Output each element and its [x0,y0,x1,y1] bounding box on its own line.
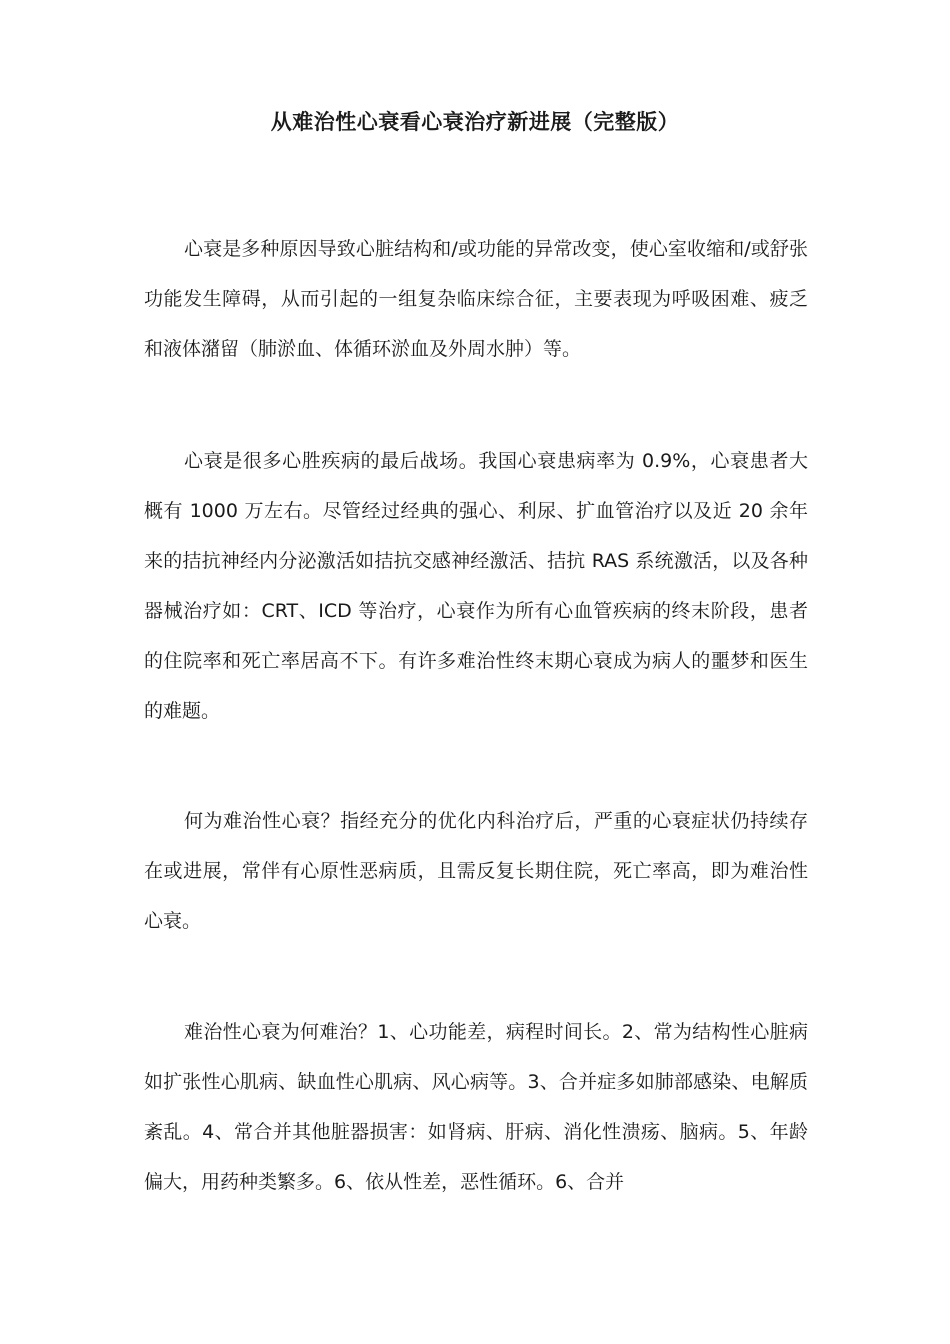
paragraph-refractory-definition: 何为难治性心衰？指经充分的优化内科治疗后，严重的心衰症状仍持续存在或进展，常伴有心原性恶病质，且需反复长期住院，死亡率高，即为难治性心衰。 [144,810,808,932]
document-title: 从难治性心衰看心衰治疗新进展（完整版） [270,110,680,134]
paragraph-definition: 心衰是多种原因导致心脏结构和/或功能的异常改变，使心室收缩和/或舒张功能发生障碍，从而引起的一组复杂临床综合征，主要表现为呼吸困难、疲乏和液体潴留（肺淤血、体循环淤血及外周水肿）等。 [144,238,808,360]
paragraph-refractory-causes: 难治性心衰为何难治？1、心功能差，病程时间长。2、常为结构性心脏病如扩张性心肌病、缺血性心肌病、风心病等。3、合并症多如肺部感染、电解质紊乱。4、常合并其他脏器损害：如肾病、肝病、消化性溃疡、脑病。5、年龄偏大，用药种类繁多。6、依从性差，恶性循环。6、合并 [144,1021,808,1193]
paragraph-epidemiology: 心衰是很多心胜疾病的最后战场。我国心衰患病率为 0.9%，心衰患者大概有 1000 万左右。尽管经过经典的强心、利尿、扩血管治疗以及近 20 余年来的拮抗神经内分泌激活如拮抗交感神经激活、拮抗 RAS 系统激活，以及各种器械治疗如：CRT、ICD 等治疗，心衰作为所有心血管疾病的终末阶段，患者的住院率和死亡率居高不下。有许多难治性终末期心衰成为病人的噩梦和医生的难题。 [144,450,808,722]
